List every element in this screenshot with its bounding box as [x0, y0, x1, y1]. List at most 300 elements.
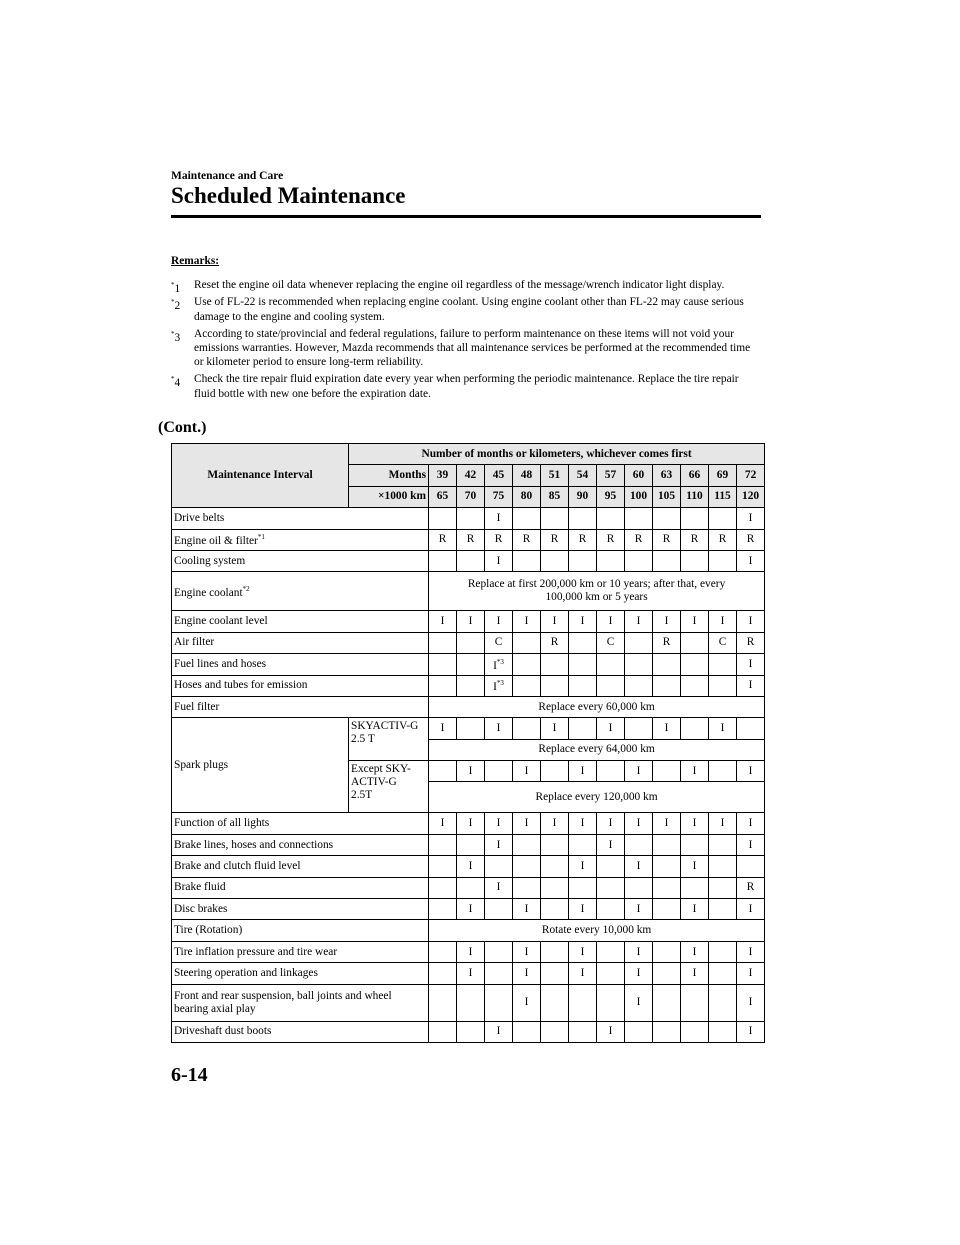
cell: C — [709, 632, 737, 653]
cell — [653, 1021, 681, 1042]
cell — [597, 877, 625, 898]
cell: I — [569, 761, 597, 782]
cell: I — [569, 813, 597, 834]
cell — [429, 508, 457, 529]
cell — [429, 877, 457, 898]
cell — [569, 654, 597, 675]
cell — [625, 718, 653, 739]
remark-number: *1 — [171, 281, 181, 296]
cell — [429, 984, 457, 1021]
page-number: 6-14 — [171, 1064, 208, 1086]
cell: R — [597, 529, 625, 550]
remarks-heading: Remarks: — [171, 255, 220, 267]
table-row — [172, 529, 765, 550]
cell — [709, 899, 737, 920]
cell: I — [737, 654, 765, 675]
cell: I — [457, 761, 485, 782]
cell: I — [737, 899, 765, 920]
cell — [653, 834, 681, 855]
cell — [541, 654, 569, 675]
cell: I — [513, 813, 541, 834]
cell: I — [513, 611, 541, 632]
cell: I — [541, 813, 569, 834]
cell — [569, 877, 597, 898]
cell — [709, 761, 737, 782]
remark-number: *4 — [171, 375, 181, 390]
cell — [485, 761, 513, 782]
row-label: Front and rear suspension, ball joints and wheel bearing axial play — [172, 984, 429, 1021]
cell: I — [485, 550, 513, 571]
maintenance-table — [171, 443, 765, 1043]
cell — [681, 984, 709, 1021]
table-row — [172, 877, 765, 898]
cell — [653, 508, 681, 529]
row-label: Tire inflation pressure and tire wear — [172, 941, 429, 962]
month-header-cell: 57 — [597, 465, 625, 486]
cell: I — [737, 941, 765, 962]
cell: I — [737, 963, 765, 984]
cell: C — [485, 632, 513, 653]
cell: I — [485, 718, 513, 739]
cell: I — [457, 856, 485, 877]
cell — [597, 984, 625, 1021]
cell — [597, 675, 625, 696]
title-rule — [171, 215, 761, 218]
cell: I — [541, 611, 569, 632]
km-header-cell: 115 — [709, 486, 737, 507]
cell: R — [737, 529, 765, 550]
whichever-header: Number of months or kilometers, whichever comes first — [349, 444, 765, 465]
cell — [569, 550, 597, 571]
cell: R — [625, 529, 653, 550]
remark-item — [171, 327, 761, 370]
cell — [569, 718, 597, 739]
table-row — [172, 654, 765, 675]
cell: R — [569, 529, 597, 550]
cell: I — [681, 963, 709, 984]
km-label: ×1000 km — [349, 486, 429, 507]
cell: R — [429, 529, 457, 550]
cell — [541, 508, 569, 529]
cell — [457, 508, 485, 529]
cell — [681, 550, 709, 571]
cell: R — [653, 529, 681, 550]
cell — [513, 1021, 541, 1042]
cell: I — [429, 813, 457, 834]
cell — [709, 675, 737, 696]
cell — [541, 899, 569, 920]
row-label: Brake lines, hoses and connections — [172, 834, 429, 855]
cell — [485, 899, 513, 920]
cell: I — [597, 611, 625, 632]
km-header-cell: 85 — [541, 486, 569, 507]
table-row — [172, 920, 765, 941]
remark-text: According to state/provincial and federal regulations, failure to perform maintenance on these items will not void your emissions warranties. However, Mazda recommends that all maintenance services be performed at the recommended time or kilometer period to ensure long-term reliability. — [194, 327, 751, 369]
remark-item — [171, 278, 761, 296]
cell: I — [457, 813, 485, 834]
cell — [681, 718, 709, 739]
cell — [541, 877, 569, 898]
cell — [569, 632, 597, 653]
cell — [513, 550, 541, 571]
cell — [625, 550, 653, 571]
table-row — [172, 941, 765, 962]
cell — [625, 632, 653, 653]
cell: I — [597, 834, 625, 855]
cell: I — [737, 813, 765, 834]
cell — [513, 675, 541, 696]
cell — [709, 550, 737, 571]
cell — [681, 877, 709, 898]
cell — [541, 834, 569, 855]
page-title: Scheduled Maintenance — [171, 183, 406, 208]
cell — [457, 632, 485, 653]
cell: I — [681, 899, 709, 920]
cell: I — [737, 834, 765, 855]
cell — [681, 508, 709, 529]
cell: I — [457, 941, 485, 962]
remark-item — [171, 372, 761, 400]
cell — [541, 941, 569, 962]
cell — [709, 941, 737, 962]
cell: I — [597, 718, 625, 739]
cell — [653, 761, 681, 782]
cell: I — [653, 718, 681, 739]
span-cell: Replace every 60,000 km — [429, 696, 765, 717]
km-header-cell: 90 — [569, 486, 597, 507]
cell — [597, 654, 625, 675]
cell: I — [625, 984, 653, 1021]
cell: I — [457, 899, 485, 920]
remark-number: *3 — [171, 329, 181, 344]
cell — [429, 761, 457, 782]
cell: I — [737, 761, 765, 782]
cell — [513, 508, 541, 529]
cell: I — [485, 877, 513, 898]
cell — [569, 984, 597, 1021]
row-label: Engine oil & filter$^{*1}$ — [172, 529, 429, 550]
cell: I — [569, 963, 597, 984]
cell: I — [513, 761, 541, 782]
table-row — [172, 508, 765, 529]
cell: I — [737, 1021, 765, 1042]
table-row — [172, 984, 765, 1021]
cell — [709, 834, 737, 855]
table-row — [172, 572, 765, 611]
cell: I — [681, 941, 709, 962]
cell — [597, 550, 625, 571]
table-row — [172, 963, 765, 984]
remarks-block — [171, 254, 761, 404]
cell: I — [653, 813, 681, 834]
cell — [429, 1021, 457, 1042]
cell: I — [625, 941, 653, 962]
cell — [653, 941, 681, 962]
cell: I — [597, 1021, 625, 1042]
cell — [457, 1021, 485, 1042]
cell: I — [681, 611, 709, 632]
cell — [681, 834, 709, 855]
month-header-cell: 54 — [569, 465, 597, 486]
cell — [541, 1021, 569, 1042]
cell — [457, 834, 485, 855]
km-header-cell: 75 — [485, 486, 513, 507]
cell: I — [457, 963, 485, 984]
cell: R — [681, 529, 709, 550]
km-header-cell: 120 — [737, 486, 765, 507]
cell — [681, 654, 709, 675]
cell — [597, 856, 625, 877]
cell — [429, 550, 457, 571]
month-header-cell: 51 — [541, 465, 569, 486]
remark-text: Check the tire repair fluid expiration date every year when performing the periodic maintenance. Replace the tire repair fluid bottle with new one before the expiration date. — [194, 373, 739, 400]
cell — [597, 899, 625, 920]
remark-text: Reset the engine oil data whenever replacing the engine oil regardless of the message/wrench indicator light display. — [194, 279, 725, 292]
cell — [625, 877, 653, 898]
span-cell: Replace at first 200,000 km or 10 years; after that, every 100,000 km or 5 years — [429, 572, 765, 611]
table-row — [172, 611, 765, 632]
cell: R — [709, 529, 737, 550]
km-header-cell: 110 — [681, 486, 709, 507]
table-row — [172, 550, 765, 571]
cell — [457, 877, 485, 898]
cell: I — [737, 984, 765, 1021]
span-cell: Rotate every 10,000 km — [429, 920, 765, 941]
cell — [513, 856, 541, 877]
month-header-cell: 72 — [737, 465, 765, 486]
cell — [457, 675, 485, 696]
interval-header: Maintenance Interval — [172, 444, 349, 508]
cell — [457, 550, 485, 571]
km-header-cell: 70 — [457, 486, 485, 507]
cell: I — [737, 611, 765, 632]
cell: $I^{*3}$ — [485, 654, 513, 675]
table-row — [172, 675, 765, 696]
month-header-cell: 69 — [709, 465, 737, 486]
cell — [429, 632, 457, 653]
row-label: Engine coolant$^{*2}$ — [172, 572, 429, 611]
cell: I — [541, 718, 569, 739]
km-header-cell: 65 — [429, 486, 457, 507]
row-label: Disc brakes — [172, 899, 429, 920]
cell — [485, 856, 513, 877]
cell — [569, 834, 597, 855]
cell: I — [485, 834, 513, 855]
table-row — [172, 834, 765, 855]
cell — [625, 675, 653, 696]
cell: I — [625, 813, 653, 834]
cell: R — [485, 529, 513, 550]
cell: I — [709, 718, 737, 739]
row-label: Brake fluid — [172, 877, 429, 898]
cell — [625, 508, 653, 529]
cell: $I^{*3}$ — [485, 675, 513, 696]
row-label: Fuel filter — [172, 696, 429, 717]
cell — [541, 856, 569, 877]
cell — [485, 963, 513, 984]
row-label: Tire (Rotation) — [172, 920, 429, 941]
table-row — [172, 856, 765, 877]
months-label: Months — [349, 465, 429, 486]
cell — [429, 941, 457, 962]
cell — [681, 675, 709, 696]
cell — [709, 877, 737, 898]
cell: I — [681, 761, 709, 782]
cell — [541, 761, 569, 782]
cell — [625, 834, 653, 855]
table-row — [172, 632, 765, 653]
month-header-cell: 45 — [485, 465, 513, 486]
cell: I — [597, 813, 625, 834]
cell: I — [569, 856, 597, 877]
table-row — [172, 696, 765, 717]
km-header-cell: 100 — [625, 486, 653, 507]
cell: R — [457, 529, 485, 550]
cell: I — [513, 899, 541, 920]
month-header-cell: 42 — [457, 465, 485, 486]
cell: I — [737, 550, 765, 571]
cell — [653, 984, 681, 1021]
cell: I — [513, 941, 541, 962]
month-header-cell: 66 — [681, 465, 709, 486]
cell — [429, 675, 457, 696]
row-label: Air filter — [172, 632, 429, 653]
cell: I — [485, 813, 513, 834]
remark-text: Use of FL-22 is recommended when replacing engine coolant. Using engine coolant other than FL-22 may cause serious damage to the engine and cooling system. — [194, 296, 744, 323]
cell — [625, 654, 653, 675]
remark-item — [171, 295, 761, 323]
cell: I — [569, 899, 597, 920]
km-header-cell: 105 — [653, 486, 681, 507]
section-label: Maintenance and Care — [171, 170, 284, 182]
cell — [653, 675, 681, 696]
cell — [709, 1021, 737, 1042]
cell: R — [541, 529, 569, 550]
cell — [709, 856, 737, 877]
cell — [597, 761, 625, 782]
cell: C — [597, 632, 625, 653]
row-label: Drive belts — [172, 508, 429, 529]
cell — [513, 718, 541, 739]
cell — [457, 984, 485, 1021]
cell: I — [485, 611, 513, 632]
month-header-cell: 39 — [429, 465, 457, 486]
cell — [513, 632, 541, 653]
span-cell: Replace every 120,000 km — [429, 782, 765, 813]
cell: I — [653, 611, 681, 632]
cell — [653, 963, 681, 984]
cell — [737, 856, 765, 877]
span-cell: Replace every 64,000 km — [429, 739, 765, 760]
sub-label-except: Except SKY- ACTIV-G 2.5T — [349, 761, 429, 813]
cell: I — [485, 508, 513, 529]
continued-heading: (Cont.) — [158, 419, 207, 436]
cell — [569, 1021, 597, 1042]
cell: R — [737, 877, 765, 898]
cell — [569, 508, 597, 529]
cell — [513, 877, 541, 898]
cell — [513, 654, 541, 675]
remark-number: *2 — [171, 298, 181, 313]
cell: I — [709, 611, 737, 632]
row-label: Spark plugs — [172, 718, 349, 813]
table-row — [172, 1021, 765, 1042]
sub-label-skyactiv: SKYACTIV-G 2.5 T — [349, 718, 429, 761]
cell: I — [737, 508, 765, 529]
cell — [541, 550, 569, 571]
row-label: Engine coolant level — [172, 611, 429, 632]
cell — [625, 1021, 653, 1042]
cell: I — [513, 984, 541, 1021]
cell: I — [429, 611, 457, 632]
row-label: Cooling system — [172, 550, 429, 571]
cell — [429, 834, 457, 855]
cell: I — [457, 611, 485, 632]
row-label: Steering operation and linkages — [172, 963, 429, 984]
cell — [681, 632, 709, 653]
cell — [681, 1021, 709, 1042]
cell — [709, 508, 737, 529]
cell — [485, 984, 513, 1021]
cell: I — [569, 941, 597, 962]
month-header-cell: 63 — [653, 465, 681, 486]
table-row — [172, 899, 765, 920]
table-row — [172, 718, 765, 739]
cell — [653, 654, 681, 675]
cell — [457, 654, 485, 675]
cell — [597, 941, 625, 962]
cell: R — [541, 632, 569, 653]
cell — [653, 856, 681, 877]
cell — [485, 941, 513, 962]
cell — [429, 963, 457, 984]
cell: I — [429, 718, 457, 739]
cell — [541, 963, 569, 984]
month-header-cell: 60 — [625, 465, 653, 486]
km-header-cell: 95 — [597, 486, 625, 507]
cell — [653, 877, 681, 898]
row-label: Brake and clutch fluid level — [172, 856, 429, 877]
row-label: Fuel lines and hoses — [172, 654, 429, 675]
cell: I — [625, 611, 653, 632]
cell: I — [625, 856, 653, 877]
cell: R — [653, 632, 681, 653]
table-row — [172, 813, 765, 834]
cell — [653, 899, 681, 920]
cell: I — [569, 611, 597, 632]
row-label: Function of all lights — [172, 813, 429, 834]
cell: I — [625, 899, 653, 920]
cell — [541, 984, 569, 1021]
row-label: Driveshaft dust boots — [172, 1021, 429, 1042]
cell: R — [513, 529, 541, 550]
cell — [597, 508, 625, 529]
km-header-cell: 80 — [513, 486, 541, 507]
cell: I — [709, 813, 737, 834]
cell: I — [625, 761, 653, 782]
month-header-cell: 48 — [513, 465, 541, 486]
cell: I — [737, 675, 765, 696]
cell — [709, 654, 737, 675]
cell: I — [625, 963, 653, 984]
cell — [569, 675, 597, 696]
cell — [513, 834, 541, 855]
cell: I — [513, 963, 541, 984]
cell — [709, 963, 737, 984]
cell — [457, 718, 485, 739]
cell — [709, 984, 737, 1021]
cell — [541, 675, 569, 696]
